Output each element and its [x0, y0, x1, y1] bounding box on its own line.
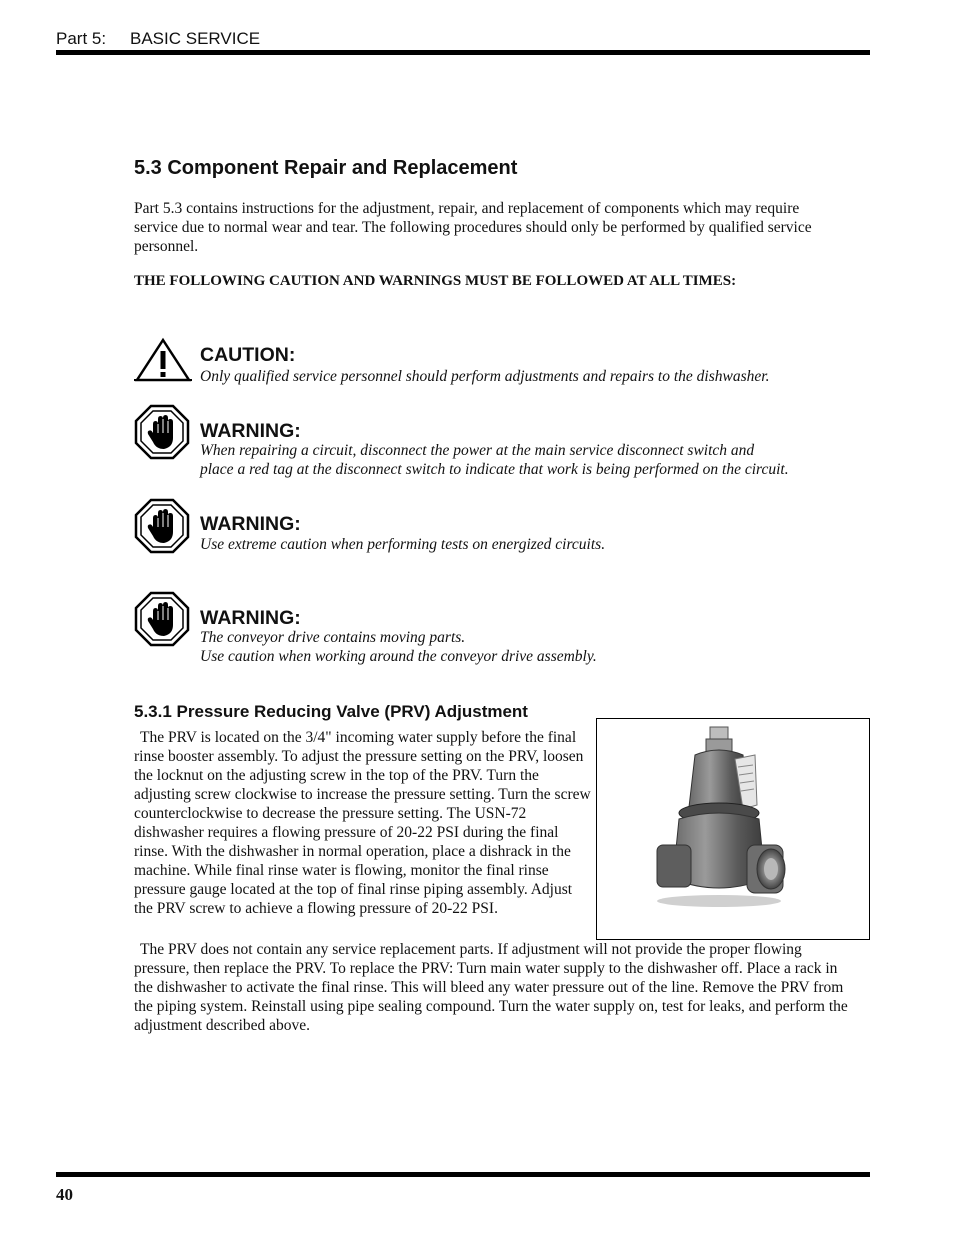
- header-part-label: Part 5:: [56, 29, 107, 48]
- warning-heading: WARNING:: [200, 513, 301, 535]
- stop-hand-icon: [134, 591, 192, 649]
- caution-text: Only qualified service personnel should perform adjustments and repairs to the dishwasher.: [200, 368, 770, 385]
- subsection-heading: 5.3.1 Pressure Reducing Valve (PRV) Adjustment: [134, 702, 528, 721]
- header-title: BASIC SERVICE: [130, 29, 261, 48]
- prv-paragraph-2: The PRV does not contain any service replacement parts. If adjustment will not provide the proper flowing pressure, then replace the PRV. To replace the PRV: Turn main water supply to the dishwasher off. Place a rack in the dishwasher to activate the final rinse. This will bleed any water pressure out of the line. Remove the PRV from the piping system. Reinstall using pipe sealing compound. Turn the water supply on, test for leaks, and perform the adjustment described above.: [134, 941, 848, 1034]
- warning-heading: WARNING:: [200, 607, 301, 629]
- warning-text-line2: place a red tag at the disconnect switch to indicate that work is being performed on the circuit.: [200, 461, 789, 478]
- warning-text-line1: Use extreme caution when performing tests on energized circuits.: [200, 536, 606, 553]
- prv-figure: [596, 718, 870, 940]
- warning-text-line2: Use caution when working around the conveyor drive assembly.: [200, 648, 597, 665]
- footer-rule: [56, 1172, 870, 1177]
- warning-text-line1: The conveyor drive contains moving parts.: [200, 629, 466, 646]
- header-rule: [56, 50, 870, 55]
- prv-paragraph-1: The PRV is located on the 3/4" incoming water supply before the final rinse booster assembly. To adjust the pressure setting on the PRV, loosen the locknut on the adjusting screw in the top of the PRV. Turn the adjusting screw clockwise to increase the pressure setting. Turn the screw counterclockwise to decrease the pressure setting. The USN-72 dishwasher requires a flowing pressure of 20-22 PSI during the final rinse. With the dishwasher in normal operation, place a dishrack in the machine. While final rinse water is flowing, monitor the final rinse pressure gauge located at the top of final rinse piping assembly. Adjust the PRV screw to achieve a flowing pressure of 20-22 PSI.: [134, 729, 591, 917]
- exclamation-triangle-icon: [134, 337, 192, 395]
- warning-text-line1: When repairing a circuit, disconnect the power at the main service disconnect switch and: [200, 442, 755, 459]
- warning-heading: WARNING:: [200, 420, 301, 442]
- section-heading: 5.3 Component Repair and Replacement: [134, 157, 518, 179]
- caps-notice: THE FOLLOWING CAUTION AND WARNINGS MUST BE FOLLOWED AT ALL TIMES:: [134, 273, 737, 289]
- stop-hand-icon: [134, 498, 192, 556]
- caution-heading: CAUTION:: [200, 344, 296, 366]
- page-number: 40: [56, 1185, 73, 1204]
- pressure-reducing-valve-photo: [597, 719, 869, 939]
- stop-hand-icon: [134, 404, 192, 462]
- intro-paragraph: Part 5.3 contains instructions for the adjustment, repair, and replacement of components which may require service due to normal wear and tear. The following procedures should only be performed by qualified service personnel.: [134, 200, 812, 255]
- running-header: [56, 29, 260, 49]
